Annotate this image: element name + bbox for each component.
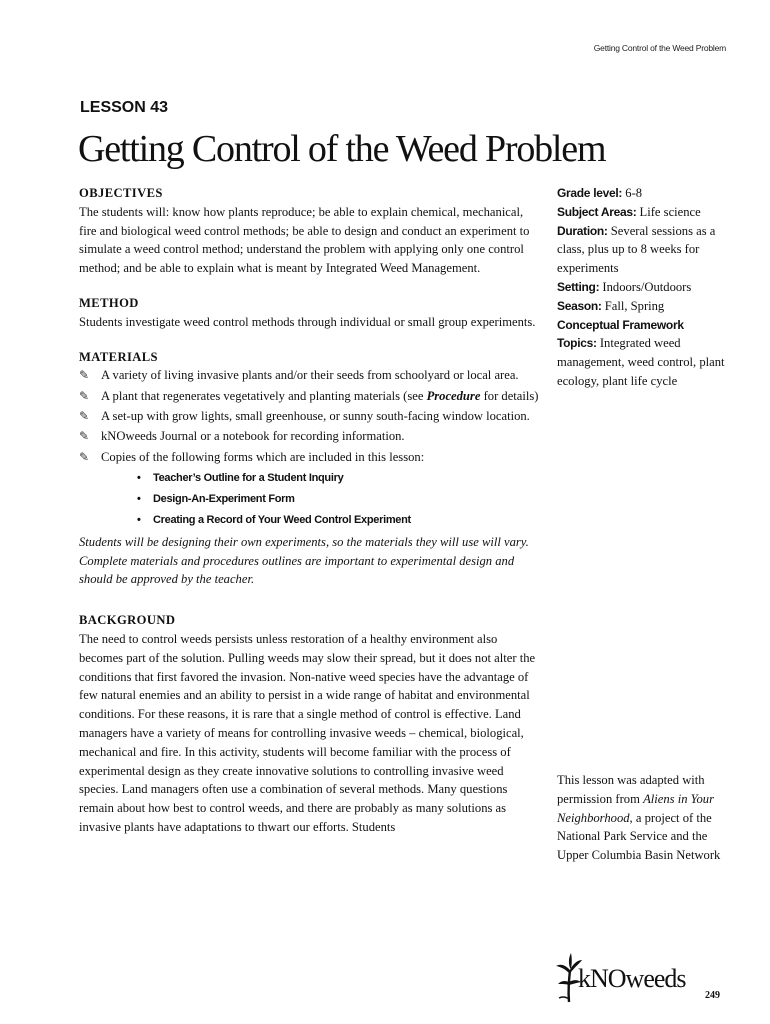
setting-value: Indoors/Outdoors: [602, 279, 692, 294]
form-name: Creating a Record of Your Weed Control Experiment: [153, 514, 411, 527]
pencil-icon: ✎: [79, 408, 90, 423]
list-item: [79, 407, 539, 426]
list-item: [79, 366, 539, 385]
page-title: Getting Control of the Weed Problem: [78, 128, 606, 170]
form-name: Design-An-Experiment Form: [153, 493, 295, 506]
pencil-icon: ✎: [79, 449, 90, 464]
materials-note: Students will be designing their own experiments, so the materials they will use will vary. Complete materials and procedures outlines are important to experimental design and should be approved by the teacher.: [79, 534, 529, 587]
topics-label: Topics:: [557, 336, 597, 351]
lesson-label: LESSON 43: [80, 99, 169, 116]
bullet-icon: •: [137, 472, 141, 485]
background-text: The need to control weeds persists unless restoration of a healthy environment also becomes part of the solution. Pulling weeds may slow their spread, but it does not alter the conditions that first favored the invasion. Non-native weed species have the advantage of few natural enemies and an ability to persist in a wide range of habitat and environmental conditions. For these reasons, it is rare that a single method of control is effective. Land managers have a variety of means for controlling invasive weeds – chemical, biological, mechanical and fire. In this activity, students will become familiar with the process of experimental design as they create innovative solutions to controlling invasive weed species. Land managers often use a combination of several methods. Many questions remain about how best to control weeds, and there are probably as many solutions as invasive plants have adaptations to thwart our efforts. Students: [79, 632, 536, 835]
setting: [557, 278, 737, 297]
bullet-icon: •: [137, 493, 141, 506]
credit-text: This lesson was adapted with permission from: [557, 773, 705, 806]
source-title: Aliens in Your Neighborhood: [557, 791, 714, 825]
conceptual-framework-label: Conceptual Framework: [557, 317, 684, 332]
conceptual-framework: [557, 316, 737, 335]
subject-areas-label: Subject Areas:: [557, 204, 637, 219]
forms-list: [101, 468, 539, 531]
materials-item-text: A variety of living invasive plants and/or their seeds from schoolyard or local area.: [101, 368, 519, 383]
topics-value: Integrated weed management, weed control, plant ecology, plant life cycle: [557, 336, 725, 388]
knoweeds-logo: [554, 952, 704, 1004]
materials-heading: MATERIALS: [79, 349, 158, 364]
list-item: [79, 427, 539, 446]
duration: [557, 222, 737, 278]
materials-section: [79, 348, 539, 590]
subject-areas-value: Life science: [639, 204, 701, 219]
background-heading: BACKGROUND: [79, 613, 176, 628]
list-item: [79, 387, 539, 406]
season-label: Season:: [557, 298, 602, 313]
page-number: 249: [705, 990, 720, 1001]
grade-level: [557, 184, 737, 203]
form-item: [137, 468, 539, 489]
objectives-text: The students will: know how plants reproduce; be able to explain chemical, mechanical, fire and biological weed control methods; be able to design and conduct an experiment to simulate a weed control method; understand the problem with applying only one control method; and be able to explain what is meant by Integrated Weed Management.: [79, 204, 530, 276]
running-header: Getting Control of the Weed Problem: [593, 43, 726, 53]
subject-areas: [557, 203, 737, 222]
materials-item-text: for details): [480, 388, 539, 403]
adaptation-credit: [557, 771, 737, 865]
materials-item-text: kNOweeds Journal or a notebook for recording information.: [101, 429, 405, 444]
bullet-icon: •: [137, 514, 141, 527]
lesson-info-sidebar: [557, 184, 737, 391]
season: [557, 297, 737, 316]
setting-label: Setting:: [557, 279, 600, 294]
pencil-icon: ✎: [79, 388, 90, 403]
materials-item-text: A set-up with grow lights, small greenhouse, or sunny south-facing window location.: [101, 408, 530, 423]
method-section: [79, 294, 539, 332]
form-item: [137, 489, 539, 510]
pencil-icon: ✎: [79, 368, 90, 383]
grade-level-value: 6-8: [625, 186, 643, 200]
season-value: Fall, Spring: [604, 298, 665, 313]
form-item: [137, 510, 539, 531]
list-item: [79, 448, 539, 532]
method-heading: METHOD: [79, 295, 139, 310]
topics: [557, 334, 737, 390]
pencil-icon: ✎: [79, 429, 90, 444]
objectives-section: [79, 184, 539, 278]
form-name: Teacher’s Outline for a Student Inquiry: [153, 472, 344, 485]
logo-wordmark: kNOweeds: [578, 964, 686, 993]
grade-level-label: Grade level:: [557, 186, 623, 200]
procedure-reference: Procedure: [426, 388, 481, 403]
materials-item-text: Copies of the following forms which are included in this lesson:: [101, 449, 425, 464]
materials-item-text: A plant that regenerates vegetatively and planting materials (see: [101, 388, 427, 403]
method-text: Students investigate weed control methods through individual or small group experiments.: [79, 314, 536, 329]
objectives-heading: OBJECTIVES: [79, 186, 163, 200]
background-section: [79, 611, 539, 837]
duration-label: Duration:: [557, 223, 608, 238]
materials-list: [79, 366, 539, 531]
duration-value: Several sessions as a class, plus up to 8 weeks for experiments: [557, 223, 716, 276]
credit-text: , a project of the National Park Service and the Upper Columbia Basin Network: [557, 810, 721, 863]
main-column: [79, 184, 539, 853]
